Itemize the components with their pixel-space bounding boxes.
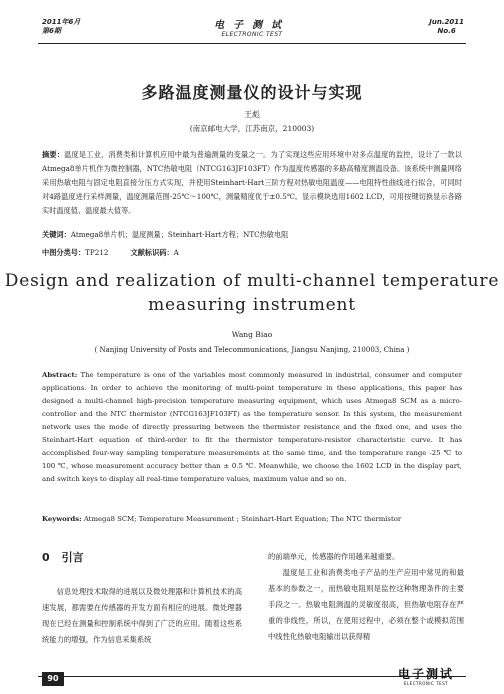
keywords-cn — [42, 230, 462, 240]
doc-code-label: 文献标识码： — [130, 248, 174, 257]
abstract-cn-label: 摘要： — [42, 150, 65, 159]
abstract-en — [42, 369, 462, 486]
abstract-cn — [42, 148, 462, 218]
body-right-paragraph: 温度是工业和消费类电子产品的生产应用中常见的和最基本的参数之一，而热敏电阻则是监控这种物理条件的主要手段之一。热敏电阻测温的灵敏度很高，但热敏电阻存在严重的非线性，所以，在使用过程中，必须在整个或模拟范围中线性化热敏电阻输出以获得精 — [268, 568, 464, 641]
section-number: 0 — [42, 551, 50, 564]
classification-line — [42, 248, 462, 258]
body-left-column: 信息处理技术取得的进展以及微处理器和计算机技术的高速发展，都需要在传感器的开发方面有相应的进展。微处理器现在已经在测量和控制系统中得到了广泛的应用。随着这些系统能力的增强，作为信息采集系统 — [42, 587, 242, 644]
issue-date-line: 2011年6月 — [42, 18, 81, 26]
page-number: 90 — [42, 672, 64, 686]
abstract-en-label: Abstract: — [42, 371, 78, 379]
issue-info-en — [429, 18, 464, 36]
paper-title: 多路温度测量仪的设计与实现 — [141, 83, 363, 102]
doc-code-value: A — [173, 248, 179, 257]
abstract-en-text: The temperature is one of the variables most commonly measured in industrial, consumer and computer applications. In order to achieve the monitoring of multi-point temperature in these applications, this paper has designed a multi-channel high-precision temperature measuring equipment, which uses Atmega8 SCM as a micro-controller and the NTC thermistor (NTCG163JF103FT) as the temperature sensor. In this system, the measurement network uses the mode of directly pressuring between the thermistor resistance and the fixed one, and uses the Steinhart-Hart equation of third-order to fit the thermistor temperature-resistor characteristic curve. It has accomplished four-way sampling temperature measurements at the same time, and the temperature range -25 ℃ to 100 ℃, whose measurement accuracy better than ± 0.5 ℃. Meanwhile, we choose the 1602 LCD in the display part, and switch keys to display all real-time temperature values, maximum value and so on. — [42, 371, 462, 483]
clc-label: 中图分类号： — [42, 248, 86, 257]
author-affiliation: (南京邮电大学，江苏南京，210003) — [189, 124, 315, 133]
issue-month-en: Jun.2011 — [429, 18, 464, 26]
paper-title-en-line1: Design and realization of multi-channel temperature — [4, 271, 500, 291]
author-name: 王彪 — [244, 110, 260, 119]
author-affiliation-en: ( Nanjing University of Posts and Telecommunications, Jiangsu Nanjing, 210003, China ) — [94, 346, 410, 354]
keywords-en — [42, 515, 462, 523]
section-title: 引言 — [61, 551, 84, 564]
issue-date — [42, 18, 80, 36]
journal-name — [190, 16, 314, 38]
body-right-column — [268, 549, 464, 645]
keywords-cn-text: Atmega8单片机；温度测量；Steinhart-Hart方程；NTC热敏电阻 — [70, 230, 289, 239]
abstract-cn-text: 温度是工业、消费类和计算机应用中最为普遍测量的变量之一。为了实现这些应用环境中对多点温度的监控，设计了一款以Atmega8单片机作为微控制器，NTC热敏电阻（NTCG163JF103FT）作为温度传感器的多路高精度测温设备。该系统中测量网络采用热敏电阻与固定电阻直接分压方式实现，并使用Steinhart-Hart三阶方程对热敏电阻温度——电阻特性曲线进行拟合，可同时对4路温度进行采样测量，温度测量范围-25℃～100℃，测量精度优于±0.5℃。显示模块选用1602 LCD，可用按键切换显示各路实时温度值、温度最大值等。 — [42, 150, 462, 215]
body-right-continuation: 的前端单元，传感器的作用越来越重要。 — [268, 552, 400, 561]
journal-name-en: ELECTRONIC TEST — [221, 31, 283, 38]
journal-logo-en: ELECTRONIC TEST — [403, 681, 449, 686]
author-name-en: Wang Biao — [231, 330, 273, 339]
issue-number-line: 第6期 — [42, 27, 61, 35]
keywords-cn-label: 关键词： — [42, 230, 71, 239]
header-divider — [38, 43, 466, 44]
journal-logo — [386, 668, 466, 686]
keywords-en-label: Keywords: — [42, 515, 82, 523]
paper-title-en-line2: measuring instrument — [148, 295, 356, 315]
clc-value: TP212 — [85, 248, 109, 257]
keywords-en-text: Atmega8 SCM; Temperature Measurement ; Steinhart-Hart Equation; The NTC thermistor — [81, 515, 402, 523]
running-header — [0, 14, 504, 44]
journal-logo-cn: 电子测试 — [397, 667, 454, 681]
journal-name-cn: 电子测试 — [214, 20, 290, 31]
section-heading — [42, 549, 84, 565]
issue-number-en: No.6 — [437, 27, 456, 35]
